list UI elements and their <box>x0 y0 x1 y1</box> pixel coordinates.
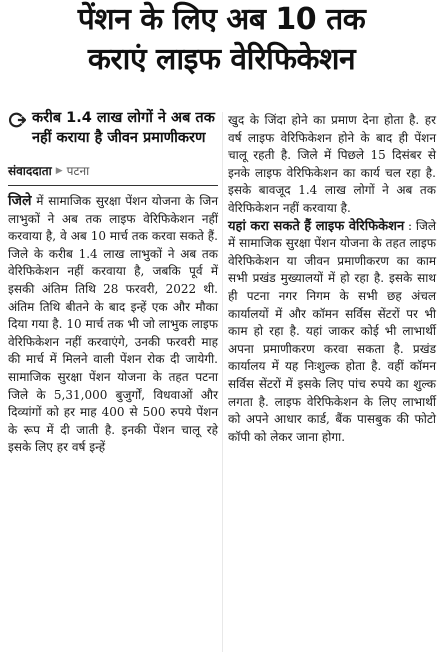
byline-reporter: संवाददाता <box>8 164 52 178</box>
byline-city: पटना <box>66 164 90 178</box>
headline-line-1: पेंशन के लिए अब 10 तक <box>77 2 366 37</box>
subheadline <box>8 108 218 148</box>
body-text-1: में सामाजिक सुरक्षा पेंशन योजना के जिन लाभुकों ने अब तक लाइफ वेरिफिकेशन नहीं करवाया है, वे अब 10 मार्च तक करवा सकते हैं. जिले के करीब 1.4 लाख लाभुकों ने अब तक वेरिफिकेशन नहीं करवाया है, जबकि पूर्व में इसकी अंतिम तिथि 28 फरवरी, 2022 थी. अंतिम तिथि बीतने के बाद इन्हें एक और मौका दिया गया है. 10 मार्च तक भी जो लाभुक लाइफ वेरिफिकेशन नहीं करवाएंगे, उनकी फरवरी माह की मार्च में मिलने वाली पेंशन रोक दी जायेगी. सामाजिक सुरक्षा पेंशन योजना के तहत पटना जिले के 5,31,000 बुजुर्गों, विधवाओं और दिव्यांगों को हर माह 400 से 500 रुपये पेंशन के रूप में दी जाती है. इनकी पेंशन चालू रहे इसके लिए हर वर्ष इन्हें <box>8 194 218 455</box>
subheadline-text: करीब 1.4 लाख लोगों ने अब तक नहीं कराया है जीवन प्रमाणीकरण <box>32 110 215 146</box>
lead-word: जिले <box>8 193 32 209</box>
right-column <box>228 112 436 446</box>
body-text-3: : जिले में सामाजिक सुरक्षा पेंशन योजना के तहत लाइफ वेरिफिकेशन या जीवन प्रमाणीकरण का काम सभी प्रखंड मुख्यालयों में हो रहा है. इसके साथ ही पटना नगर निगम के सभी छह अंचल कार्यालयों में और कॉमन सर्विस सेंटरों पर भी काम हो रहा है. यहां जाकर कोई भी लाभार्थी अपना प्रमाणीकरण करवा सकता है. प्रखंड कार्यालय में यह निःशुल्क होता है. वहीं कॉमन सर्विस सेंटरों में इसके लिए पांच रुपये का शुल्क लगता है. लाइफ वेरिफिकेशन के लिए लाभार्थी को अपने आधार कार्ड, बैंक पासबुक की फोटो कॉपी को लेकर जाना होगा. <box>228 218 436 444</box>
left-column <box>8 108 218 457</box>
body-paragraph-3 <box>228 218 436 447</box>
triangle-icon: ▶ <box>55 165 63 176</box>
body-paragraph-2: खुद के जिंदा होने का प्रमाण देना होता है. हर वर्ष लाइफ वेरिफिकेशन होने के बाद ही पेंशन चालू रहती है. जिले में पिछले 15 दिसंबर से इनके लाइफ वेरिफिकेशन का कार्य चल रहा है. इसके बावजूद 1.4 लाख लोगों ने अब तक वेरिफिकेशन नहीं करवाया है. <box>228 113 436 215</box>
byline-rule <box>8 185 218 186</box>
headline <box>0 0 443 80</box>
inline-heading: यहां करा सकते हैं लाइफ वेरिफिकेशन <box>228 218 405 234</box>
body-paragraph-1 <box>8 193 218 457</box>
curved-arrow-icon <box>8 111 26 129</box>
headline-line-2: कराएं लाइफ वेरिफिकेशन <box>87 42 356 77</box>
byline <box>8 162 218 179</box>
column-divider <box>222 112 223 652</box>
